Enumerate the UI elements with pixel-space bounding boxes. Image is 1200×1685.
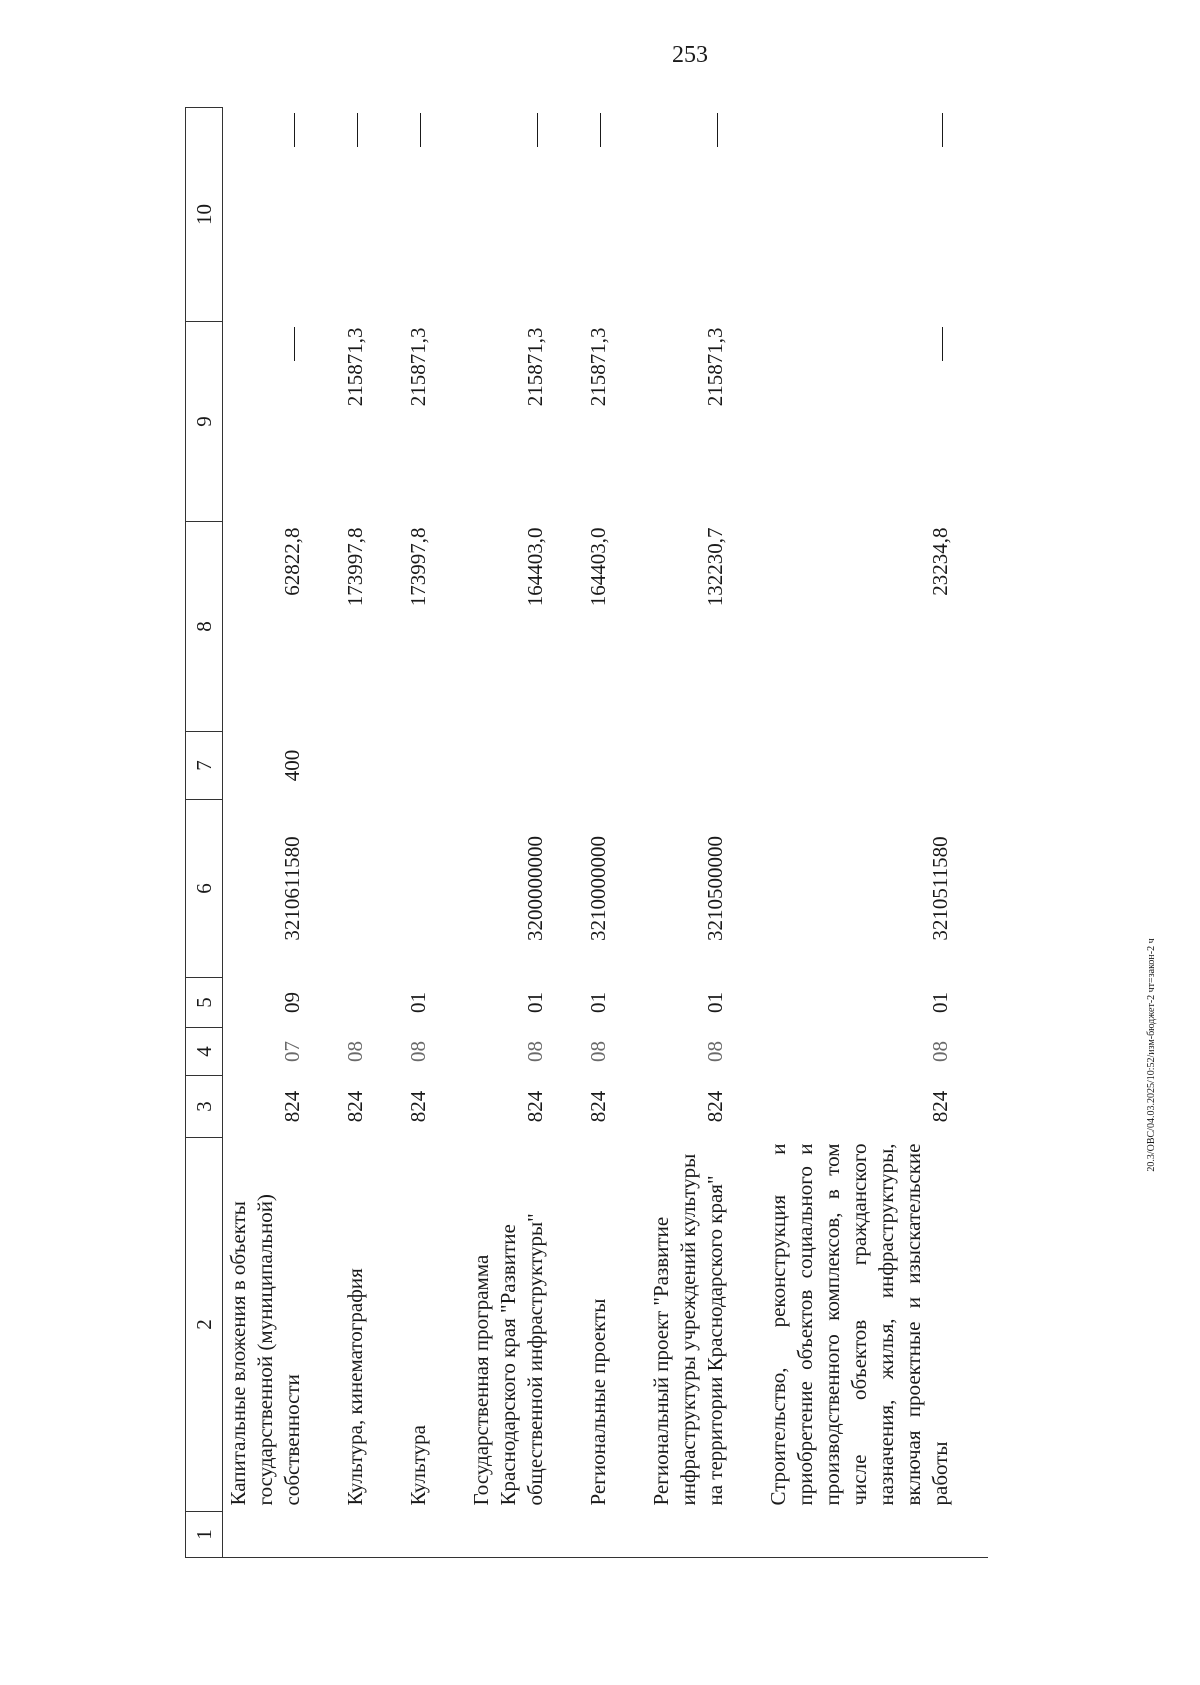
cell-target-article: 3210611580 bbox=[280, 836, 304, 941]
cell-section-code: 08 bbox=[928, 1041, 952, 1062]
cell-amount-col-8: 23234,8 bbox=[928, 527, 952, 596]
cell-admin-code: 824 bbox=[406, 1090, 430, 1123]
header-col-5: 5 bbox=[186, 978, 223, 1028]
document-stamp: 20.3/OBC/04.03.2025/10:52/изм-бюджет-2 чт=закон-2 ч bbox=[1146, 938, 1157, 1172]
cell-amount-col-8: 62822,8 bbox=[280, 527, 304, 596]
dash-mark bbox=[294, 114, 295, 148]
cell-admin-code: 824 bbox=[703, 1090, 727, 1123]
header-col-2: 2 bbox=[186, 1138, 223, 1512]
cell-item-name: Региональные проекты bbox=[586, 1298, 610, 1506]
cell-col-1 bbox=[403, 1512, 466, 1558]
cell-subsection-code: 01 bbox=[703, 992, 727, 1013]
cell-amount-col-9: 215871,3 bbox=[586, 327, 610, 407]
header-col-1: 1 bbox=[186, 1512, 223, 1558]
cell-amount-col-9: 215871,3 bbox=[343, 327, 367, 407]
dash-mark bbox=[294, 328, 295, 362]
cell-target-article: 3210000000 bbox=[586, 836, 610, 941]
cell-admin-code: 824 bbox=[280, 1090, 304, 1123]
cell-admin-code: 824 bbox=[586, 1090, 610, 1123]
header-col-10: 10 bbox=[186, 108, 223, 322]
cell-target-article bbox=[340, 800, 403, 978]
cell-expense-type bbox=[763, 732, 988, 800]
header-col-8: 8 bbox=[186, 522, 223, 732]
cell-amount-col-10-dash bbox=[340, 108, 403, 322]
cell-item-name: Культура, кинематография bbox=[343, 1268, 367, 1506]
page-number: 253 bbox=[672, 42, 708, 68]
header-col-6: 6 bbox=[186, 800, 223, 978]
cell-col-1 bbox=[340, 1512, 403, 1558]
cell-col-1 bbox=[466, 1512, 583, 1558]
table-row bbox=[466, 108, 583, 1558]
cell-admin-code: 824 bbox=[928, 1090, 952, 1123]
cell-amount-col-9: 215871,3 bbox=[523, 327, 547, 407]
cell-col-1 bbox=[583, 1512, 646, 1558]
cell-section-code: 07 bbox=[280, 1041, 304, 1062]
cell-subsection-code bbox=[340, 978, 403, 1028]
cell-amount-col-9-dash bbox=[763, 322, 988, 522]
cell-section-code: 08 bbox=[703, 1041, 727, 1062]
cell-amount-col-10-dash bbox=[466, 108, 583, 322]
cell-section-code: 08 bbox=[523, 1041, 547, 1062]
cell-target-article bbox=[403, 800, 466, 978]
cell-item-name: Строительство, реконструкция и приобретение объектов социального и производственного комплексов, в том числе объектов гражданского назначения, жилья, инфраструктуры, включая проектные и изыскательские работы bbox=[766, 1143, 952, 1506]
cell-target-article: 3210500000 bbox=[703, 836, 727, 941]
cell-amount-col-10-dash bbox=[763, 108, 988, 322]
dash-mark bbox=[717, 114, 718, 148]
table-row bbox=[583, 108, 646, 1558]
table-row bbox=[223, 108, 341, 1558]
cell-amount-col-8: 173997,8 bbox=[343, 527, 367, 607]
dash-mark bbox=[942, 328, 943, 362]
cell-item-name: Капитальные вложения в объекты государственной (муниципальной) собственности bbox=[226, 1194, 304, 1506]
header-col-3: 3 bbox=[186, 1076, 223, 1138]
cell-admin-code: 824 bbox=[343, 1090, 367, 1123]
table-row bbox=[403, 108, 466, 1558]
cell-amount-col-8: 173997,8 bbox=[406, 527, 430, 607]
cell-amount-col-9: 215871,3 bbox=[703, 327, 727, 407]
cell-item-name: Культура bbox=[406, 1425, 430, 1506]
table-row bbox=[340, 108, 403, 1558]
cell-amount-col-8: 164403,0 bbox=[586, 527, 610, 607]
cell-expense-type bbox=[340, 732, 403, 800]
cell-expense-type: 400 bbox=[280, 749, 304, 782]
cell-subsection-code: 01 bbox=[406, 992, 430, 1013]
cell-item-name: Региональный проект "Развитие инфраструктуры учреждений культуры на территории Краснодарского края" bbox=[649, 1153, 727, 1506]
cell-subsection-code: 01 bbox=[523, 992, 547, 1013]
cell-col-1 bbox=[646, 1512, 763, 1558]
table-row bbox=[763, 108, 988, 1558]
budget-sheet bbox=[185, 108, 952, 1558]
dash-mark bbox=[357, 114, 358, 148]
table-row bbox=[646, 108, 763, 1558]
cell-amount-col-10-dash bbox=[583, 108, 646, 322]
cell-amount-col-8: 132230,7 bbox=[703, 527, 727, 607]
cell-section-code: 08 bbox=[406, 1041, 430, 1062]
dash-mark bbox=[537, 114, 538, 148]
dash-mark bbox=[420, 114, 421, 148]
cell-amount-col-9-dash bbox=[223, 322, 341, 522]
header-col-9: 9 bbox=[186, 322, 223, 522]
cell-amount-col-10-dash bbox=[403, 108, 466, 322]
cell-admin-code: 824 bbox=[523, 1090, 547, 1123]
cell-amount-col-10-dash bbox=[646, 108, 763, 322]
cell-subsection-code: 01 bbox=[928, 992, 952, 1013]
cell-col-1 bbox=[223, 1512, 341, 1558]
cell-section-code: 08 bbox=[343, 1041, 367, 1062]
cell-target-article: 3200000000 bbox=[523, 836, 547, 941]
cell-amount-col-10-dash bbox=[223, 108, 341, 322]
cell-item-name: Государственная программа Краснодарского края "Развитие общественной инфраструктуры" bbox=[469, 1213, 547, 1506]
cell-amount-col-9: 215871,3 bbox=[406, 327, 430, 407]
cell-target-article: 3210511580 bbox=[928, 836, 952, 941]
dash-mark bbox=[600, 114, 601, 148]
budget-table bbox=[185, 107, 988, 1558]
header-col-7: 7 bbox=[186, 732, 223, 800]
cell-subsection-code: 01 bbox=[586, 992, 610, 1013]
cell-section-code: 08 bbox=[586, 1041, 610, 1062]
cell-expense-type bbox=[583, 732, 646, 800]
dash-mark bbox=[942, 114, 943, 148]
cell-expense-type bbox=[403, 732, 466, 800]
cell-expense-type bbox=[466, 732, 583, 800]
cell-amount-col-8: 164403,0 bbox=[523, 527, 547, 607]
cell-subsection-code: 09 bbox=[280, 992, 304, 1013]
cell-col-1 bbox=[763, 1512, 988, 1558]
header-col-4: 4 bbox=[186, 1028, 223, 1076]
table-header-row bbox=[186, 108, 223, 1558]
cell-expense-type bbox=[646, 732, 763, 800]
